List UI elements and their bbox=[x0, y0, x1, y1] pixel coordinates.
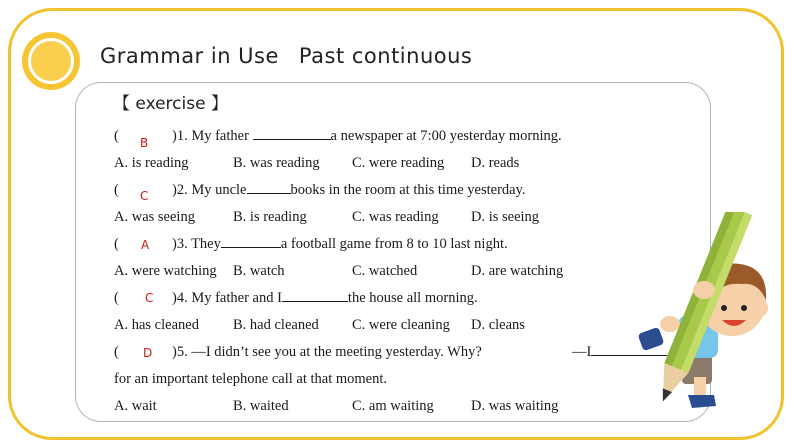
question-3-blank bbox=[221, 236, 281, 248]
question-5-option-c: C. am waiting bbox=[352, 398, 434, 414]
question-2-option-a: A. was seeing bbox=[114, 209, 195, 225]
question-4-option-d: D. cleans bbox=[471, 317, 525, 333]
page-title bbox=[100, 44, 472, 68]
question-2-stem: ( )2. My uncle books in the room at this time yesterday. bbox=[114, 182, 526, 198]
question-1-stem: ( )1. My father a newspaper at 7:00 yesterday morning. bbox=[114, 128, 562, 144]
question-4-stem: ( )4. My father and I the house all morning. bbox=[114, 290, 478, 306]
question-4-answer: C bbox=[145, 291, 154, 305]
question-3-answer: A bbox=[141, 238, 150, 252]
question-5-continuation: for an important telephone call at that moment. bbox=[114, 371, 387, 387]
question-2-option-b: B. is reading bbox=[233, 209, 307, 225]
question-4-option-b: B. had cleaned bbox=[233, 317, 319, 333]
question-1-option-b: B. was reading bbox=[233, 155, 320, 171]
question-3-option-d: D. are watching bbox=[471, 263, 564, 279]
question-2-option-c: C. was reading bbox=[352, 209, 439, 225]
question-4-option-a: A. has cleaned bbox=[114, 317, 199, 333]
question-1-option-d: D. reads bbox=[471, 155, 520, 171]
question-5-reply: —I bbox=[572, 344, 671, 361]
question-1-option-a: A. is reading bbox=[114, 155, 189, 171]
question-5-option-b: B. waited bbox=[233, 398, 289, 414]
question-5-option-a: A. wait bbox=[114, 398, 157, 414]
question-1-option-c: C. were reading bbox=[352, 155, 445, 171]
question-1-answer: B bbox=[140, 136, 149, 150]
question-2-answer: C bbox=[140, 189, 149, 203]
question-3-option-b: B. watch bbox=[233, 263, 285, 279]
title-main: Grammar in Use bbox=[100, 44, 279, 68]
question-3-stem: ( )3. They a football game from 8 to 10 last night. bbox=[114, 236, 508, 252]
question-4-blank bbox=[282, 290, 348, 302]
question-5-answer: D bbox=[143, 346, 153, 360]
sun-icon bbox=[22, 32, 80, 90]
title-sub: Past continuous bbox=[298, 44, 473, 68]
question-3-option-c: C. watched bbox=[352, 263, 418, 279]
question-4-option-c: C. were cleaning bbox=[352, 317, 450, 333]
question-5-option-d: D. was waiting bbox=[471, 398, 559, 414]
question-3-option-a: A. were watching bbox=[114, 263, 217, 279]
question-2-option-d: D. is seeing bbox=[471, 209, 540, 225]
question-5-stem: ( )5. —I didn’t see you at the meeting yesterday. Why? bbox=[114, 344, 482, 360]
question-2-blank bbox=[247, 182, 291, 194]
boy-with-pencil-icon bbox=[622, 212, 772, 422]
question-1-blank bbox=[253, 128, 331, 140]
exercise-label: 【 exercise 】 bbox=[113, 94, 228, 114]
